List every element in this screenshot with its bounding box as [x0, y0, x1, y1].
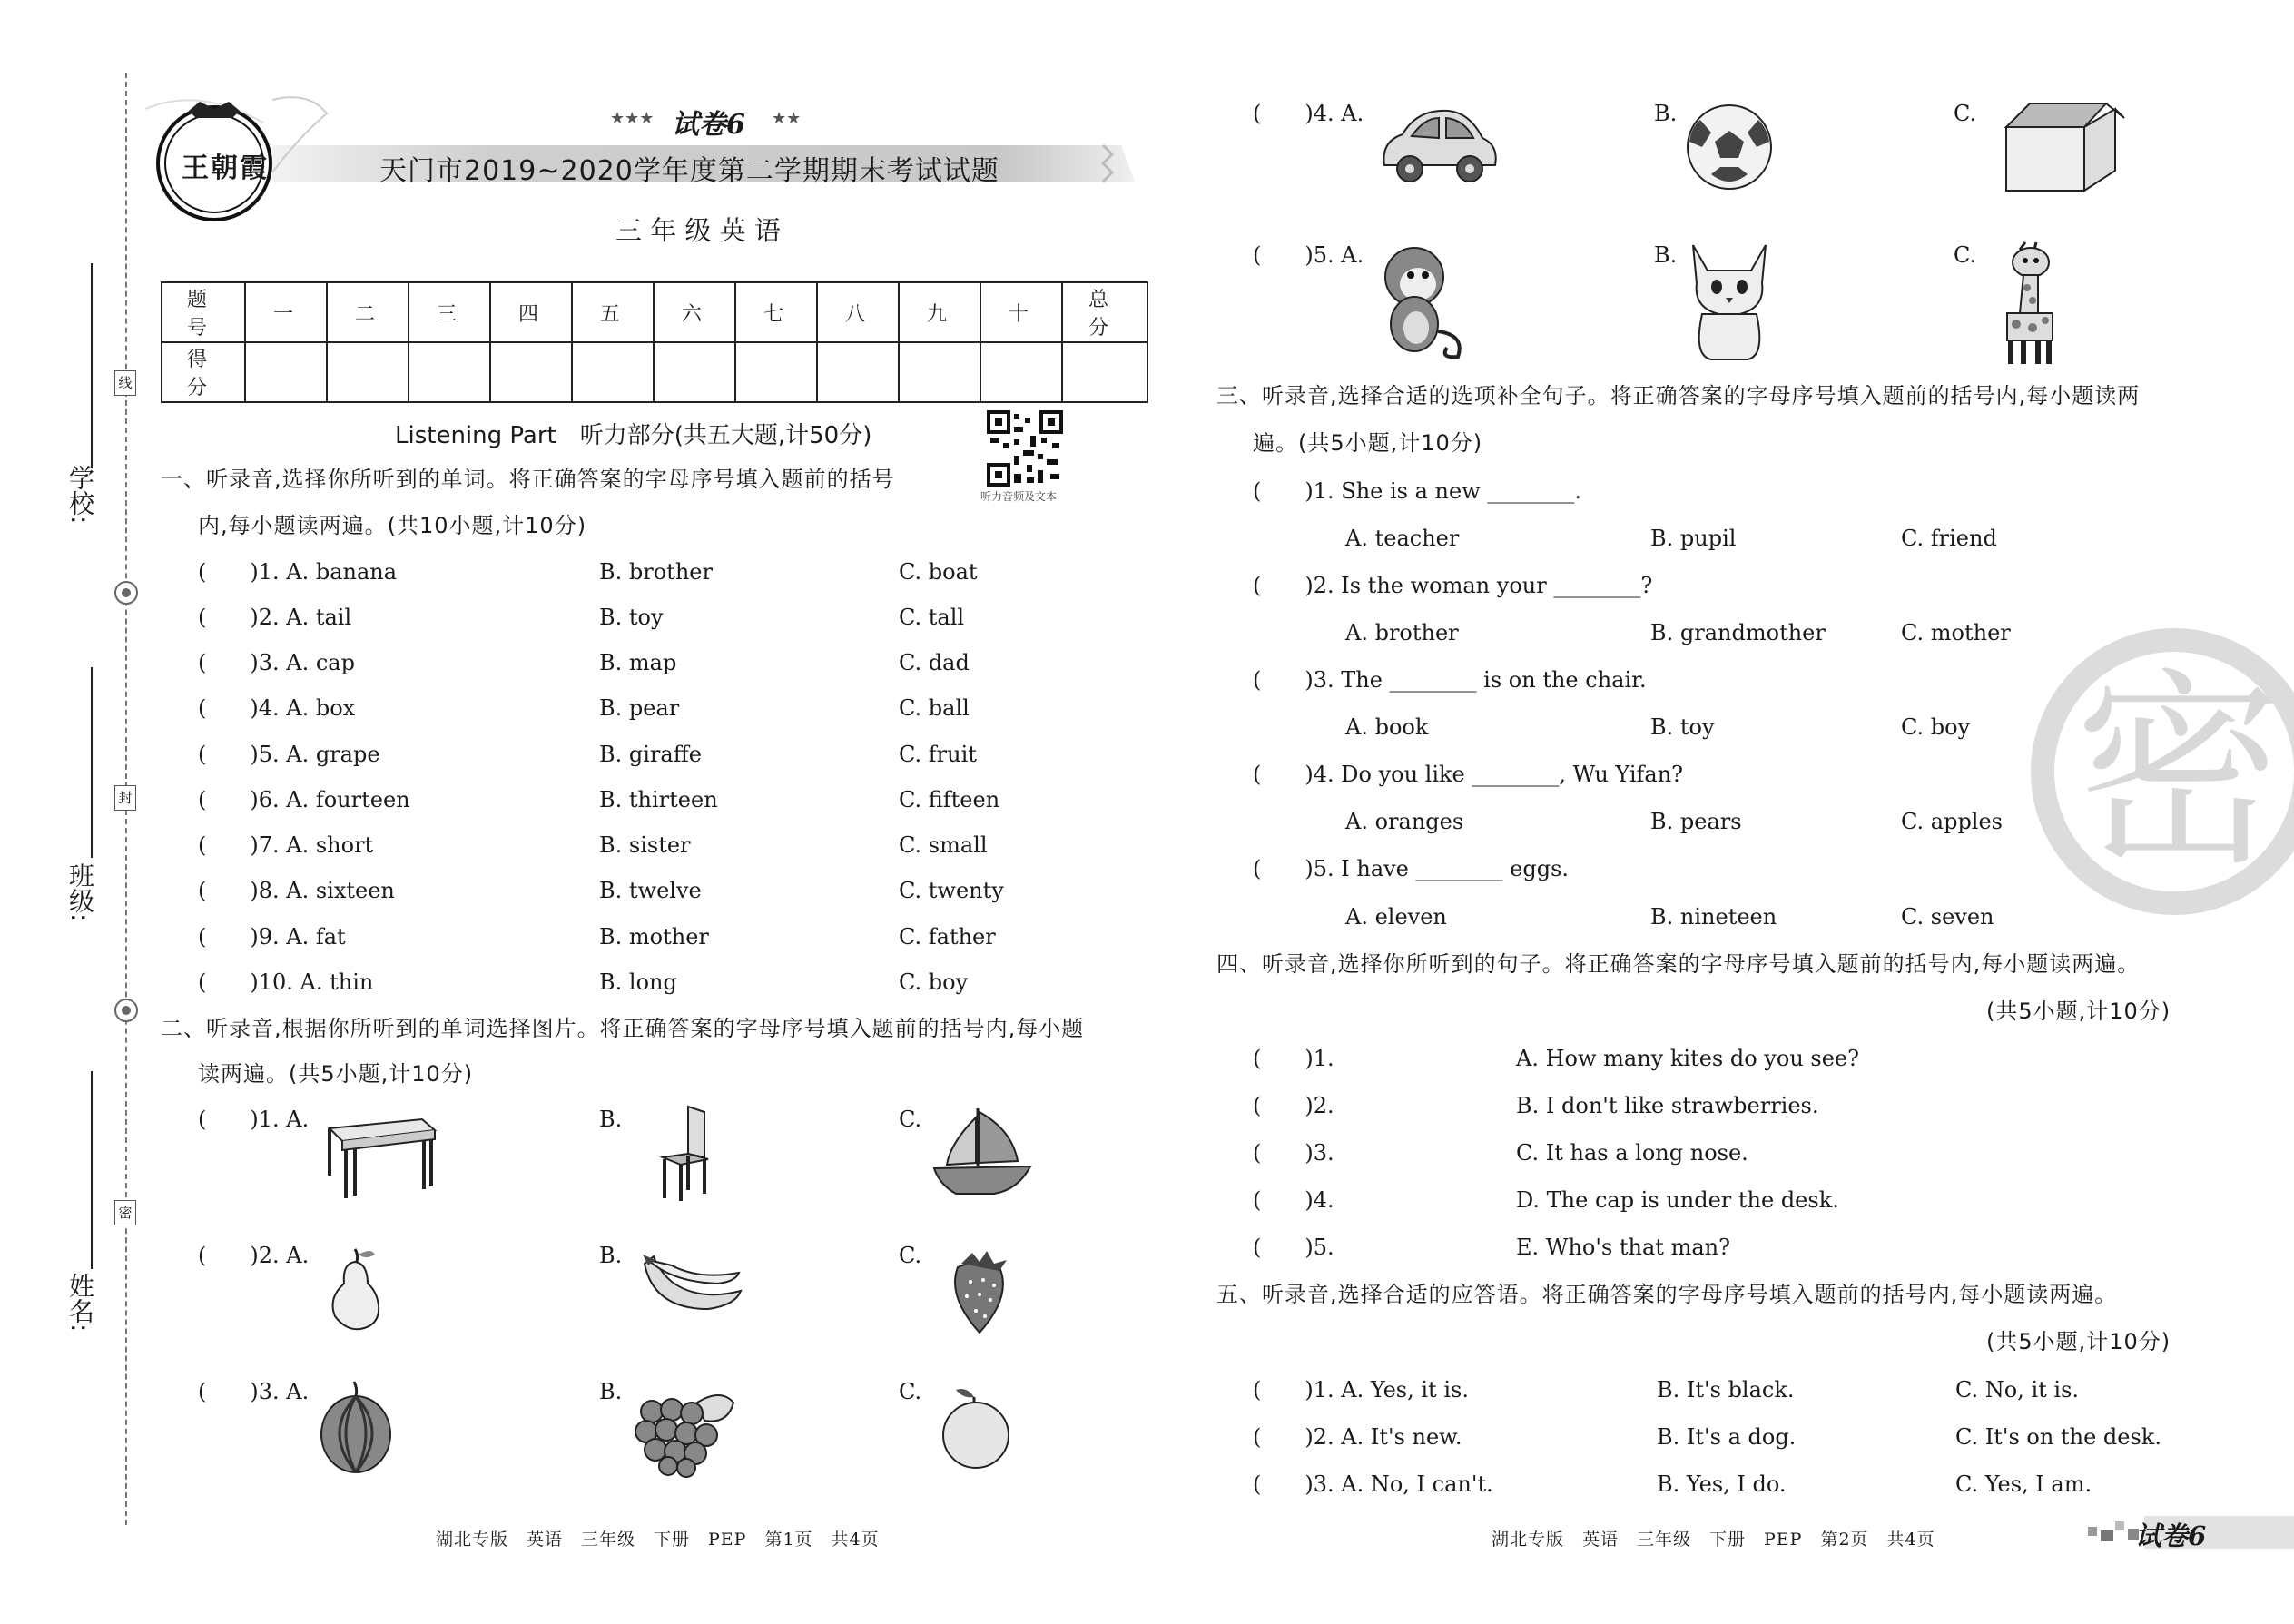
- score-cell[interactable]: [817, 342, 899, 402]
- question-2-2: ( )2. A.: [198, 1243, 310, 1268]
- question-5-2: ( )2. A. It's new.: [1253, 1424, 1462, 1450]
- sentence-option: A. How many kites do you see?: [1516, 1046, 1859, 1071]
- option-b: B.: [599, 1379, 623, 1404]
- question-4-5: ( )5.: [1253, 1235, 1334, 1260]
- sentence-option: C. It has a long nose.: [1516, 1140, 1748, 1166]
- question-1-2: ( )2. A. tail: [198, 605, 352, 630]
- part1-instruction-line2: 内,每小题读两遍。(共10小题,计10分): [198, 513, 587, 538]
- option-c: C. boy: [1901, 714, 1971, 740]
- giraffe-icon: [1984, 241, 2065, 368]
- sentence-option: E. Who's that man?: [1516, 1235, 1730, 1260]
- option-c: C.: [1954, 101, 1977, 126]
- option-b: B.: [599, 1107, 623, 1132]
- question-4-2: ( )2.: [1253, 1093, 1334, 1118]
- banana-icon: [635, 1245, 744, 1323]
- school-label: 学校:: [65, 465, 95, 525]
- ball-icon: [1684, 102, 1775, 192]
- option-b: B. pear: [599, 695, 680, 721]
- brand-logo-text: 王朝霞: [182, 153, 269, 184]
- grapes-icon: [634, 1384, 738, 1475]
- question-3-4: ( )4. Do you like ________, Wu Yifan?: [1253, 762, 1684, 787]
- option-c: C. mother: [1901, 620, 2011, 645]
- option-b: B. thirteen: [599, 787, 718, 812]
- part5-instruction-line2: (共5小题,计10分): [1986, 1329, 2171, 1354]
- option-c: C. Yes, I am.: [1955, 1471, 2092, 1497]
- option-b: B. Yes, I do.: [1657, 1471, 1787, 1497]
- question-1-5: ( )5. A. grape: [198, 742, 380, 767]
- question-3-2: ( )2. Is the woman your ________?: [1253, 573, 1653, 598]
- option-b: B. It's a dog.: [1657, 1424, 1797, 1450]
- option-b: B. grandmother: [1650, 620, 1826, 645]
- class-label: 班级:: [65, 862, 95, 922]
- score-cell[interactable]: [409, 342, 490, 402]
- option-c: C. ball: [899, 695, 970, 721]
- part3-instruction-line1: 三、听录音,选择合适的选项补全句子。将正确答案的字母序号填入题前的括号内,每小题读两: [1216, 383, 2141, 408]
- option-c: C. It's on the desk.: [1955, 1424, 2161, 1450]
- score-table: [161, 281, 1148, 403]
- table-cell: 六: [654, 282, 735, 342]
- box-icon: [1997, 100, 2129, 195]
- option-b: B. toy: [599, 605, 664, 630]
- option-b: B. It's black.: [1657, 1377, 1795, 1403]
- question-5-3: ( )3. A. No, I can't.: [1253, 1471, 1493, 1497]
- option-a: A. book: [1345, 714, 1429, 740]
- question-2-1: ( )1. A.: [198, 1107, 310, 1132]
- question-2-4: ( )4. A.: [1253, 101, 1364, 126]
- option-b: B. brother: [599, 559, 713, 585]
- table-cell: 八: [817, 282, 899, 342]
- question-1-1: ( )1. A. banana: [198, 559, 398, 585]
- option-b: B. map: [599, 650, 677, 675]
- footer-right: 湖北专版 英语 三年级 下册 PEP 第2页 共4页: [1492, 1530, 1935, 1550]
- watermark-text: 密: [2073, 652, 2284, 894]
- option-b: B. sister: [599, 832, 691, 858]
- table-cell: 九: [899, 282, 980, 342]
- option-c: C. boat: [899, 559, 978, 585]
- exam-badge: 试卷6: [672, 109, 745, 141]
- question-2-3: ( )3. A.: [198, 1379, 310, 1404]
- score-cell[interactable]: [899, 342, 980, 402]
- stars-left: ★★★: [610, 109, 655, 128]
- orange-icon: [938, 1384, 1015, 1471]
- score-cell[interactable]: [572, 342, 654, 402]
- option-b: B. giraffe: [599, 742, 702, 767]
- option-b: B.: [599, 1243, 623, 1268]
- seal-xian: 线: [114, 370, 136, 396]
- option-c: C.: [899, 1107, 922, 1132]
- qr-code-icon[interactable]: [987, 410, 1063, 487]
- part3-instruction-line2: 遍。(共5小题,计10分): [1253, 430, 1483, 456]
- table-cell: 一: [245, 282, 327, 342]
- question-2-5: ( )5. A.: [1253, 242, 1364, 268]
- option-c: C. dad: [899, 650, 970, 675]
- option-c: C. small: [899, 832, 988, 858]
- option-b: B. toy: [1650, 714, 1715, 740]
- cat-icon: [1675, 238, 1784, 365]
- table-cell: 得 分: [162, 342, 245, 402]
- seal-feng: 封: [114, 785, 136, 811]
- option-b: B. twelve: [599, 878, 702, 903]
- question-1-6: ( )6. A. fourteen: [198, 787, 410, 812]
- qr-caption: 听力音频及文本: [980, 490, 1058, 503]
- question-4-3: ( )3.: [1253, 1140, 1334, 1166]
- watermark-seal: [2020, 617, 2294, 926]
- part4-instruction-line2: (共5小题,计10分): [1986, 999, 2171, 1024]
- table-cell: 四: [490, 282, 572, 342]
- score-cell[interactable]: [327, 342, 409, 402]
- option-b: B. mother: [599, 924, 709, 950]
- option-c: C. fifteen: [899, 787, 1000, 812]
- part2-instruction-line1: 二、听录音,根据你所听到的单词选择图片。将正确答案的字母序号填入题前的括号内,每小题: [161, 1016, 1085, 1041]
- score-cell[interactable]: [1062, 342, 1147, 402]
- table-cell: 三: [409, 282, 490, 342]
- option-b: B. pupil: [1650, 526, 1737, 551]
- option-b: B.: [1654, 101, 1678, 126]
- option-c: C. father: [899, 924, 996, 950]
- table-cell: 二: [327, 282, 409, 342]
- part2-instruction-line2: 读两遍。(共5小题,计10分): [198, 1061, 474, 1087]
- sentence-option: D. The cap is under the desk.: [1516, 1187, 1839, 1213]
- option-c: C.: [899, 1379, 922, 1404]
- table-cell: 五: [572, 282, 654, 342]
- option-b: B. long: [599, 969, 677, 995]
- question-1-9: ( )9. A. fat: [198, 924, 346, 950]
- option-c: C. fruit: [899, 742, 977, 767]
- table-cell: 题 号: [162, 282, 245, 342]
- question-1-8: ( )8. A. sixteen: [198, 878, 395, 903]
- option-a: A. teacher: [1345, 526, 1460, 551]
- question-4-1: ( )1.: [1253, 1046, 1334, 1071]
- score-cell[interactable]: [490, 342, 572, 402]
- option-c: C.: [899, 1243, 922, 1268]
- option-c: C. friend: [1901, 526, 1997, 551]
- pear-icon: [322, 1245, 386, 1332]
- name-label: 姓名:: [65, 1273, 95, 1333]
- boat-icon: [930, 1103, 1035, 1198]
- question-4-4: ( )4.: [1253, 1187, 1334, 1213]
- option-c: C. apples: [1901, 809, 2003, 834]
- part1-instruction-line1: 一、听录音,选择你所听到的单词。将正确答案的字母序号填入题前的括号: [161, 467, 895, 492]
- option-a: A. oranges: [1345, 809, 1464, 834]
- option-b: B.: [1654, 242, 1678, 268]
- sentence-option: B. I don't like strawberries.: [1516, 1093, 1819, 1118]
- part5-instruction-line1: 五、听录音,选择合适的应答语。将正确答案的字母序号填入题前的括号内,每小题读两遍。: [1216, 1282, 2118, 1307]
- option-a: A. eleven: [1345, 904, 1447, 930]
- option-b: B. pears: [1650, 809, 1742, 834]
- question-5-1: ( )1. A. Yes, it is.: [1253, 1377, 1469, 1403]
- desk-icon: [322, 1112, 440, 1203]
- question-1-10: ( )10. A. thin: [198, 969, 374, 995]
- footer-left: 湖北专版 英语 三年级 下册 PEP 第1页 共4页: [436, 1530, 880, 1550]
- watermelon-icon: [318, 1378, 395, 1478]
- table-cell: 十: [980, 282, 1062, 342]
- subject-title: 三 年 级 英 语: [615, 215, 781, 246]
- stars-right: ★★: [772, 109, 802, 128]
- table-cell: 七: [735, 282, 817, 342]
- score-table-score-row: [162, 342, 1147, 402]
- seal-mi: 密: [114, 1200, 136, 1225]
- listening-part-title: Listening Part 听力部分(共五大题,计50分): [395, 422, 872, 449]
- part4-instruction-line1: 四、听录音,选择你所听到的句子。将正确答案的字母序号填入题前的括号内,每小题读两遍。: [1216, 951, 2141, 977]
- option-c: C. twenty: [899, 878, 1004, 903]
- option-b: B. nineteen: [1650, 904, 1777, 930]
- exam-title: 天门市2019~2020学年度第二学期期末考试试题: [379, 155, 999, 187]
- question-3-5: ( )5. I have ________ eggs.: [1253, 856, 1570, 881]
- option-c: C. seven: [1901, 904, 1994, 930]
- option-c: C. No, it is.: [1955, 1377, 2080, 1403]
- option-c: C.: [1954, 242, 1977, 268]
- question-1-7: ( )7. A. short: [198, 832, 374, 858]
- monkey-icon: [1371, 241, 1475, 363]
- footer-badge: 试卷6: [2135, 1521, 2207, 1551]
- chair-icon: [654, 1103, 717, 1203]
- question-1-4: ( )4. A. box: [198, 695, 356, 721]
- score-cell[interactable]: [980, 342, 1062, 402]
- score-table-header-row: [162, 282, 1147, 342]
- option-c: C. tall: [899, 605, 965, 630]
- question-1-3: ( )3. A. cap: [198, 650, 355, 675]
- score-cell[interactable]: [654, 342, 735, 402]
- question-3-3: ( )3. The ________ is on the chair.: [1253, 667, 1647, 693]
- car-icon: [1375, 102, 1502, 188]
- table-cell: 总 分: [1062, 282, 1147, 342]
- score-cell[interactable]: [735, 342, 817, 402]
- question-3-1: ( )1. She is a new ________.: [1253, 478, 1582, 504]
- score-cell[interactable]: [245, 342, 327, 402]
- strawberry-icon: [940, 1245, 1021, 1336]
- option-c: C. boy: [899, 969, 969, 995]
- option-a: A. brother: [1345, 620, 1459, 645]
